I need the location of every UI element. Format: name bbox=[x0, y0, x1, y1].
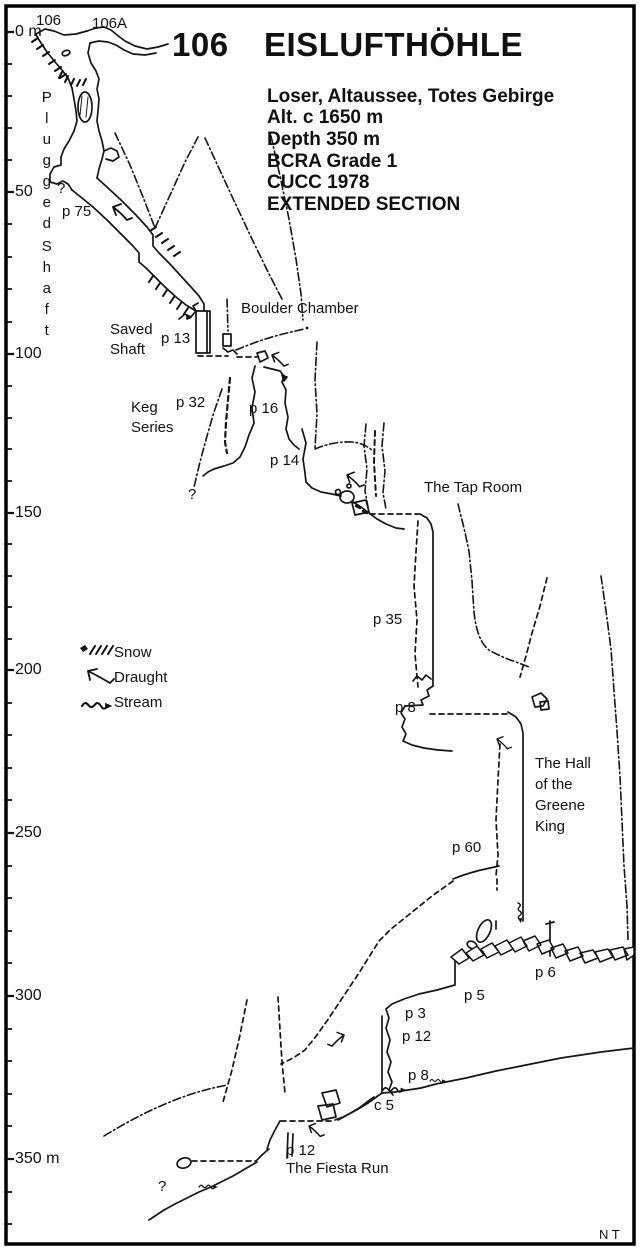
plugged-shaft-label-word2: Shaft bbox=[38, 238, 56, 343]
legend-symbols bbox=[80, 645, 114, 709]
info-location: Loser, Altaussee, Totes Gebirge bbox=[267, 86, 555, 107]
page-title-name: EISLUFTHÖHLE bbox=[264, 26, 523, 63]
hall-greene-king-label: The Hall of the Greene King bbox=[535, 755, 591, 835]
pitch-label-p5: p 5 bbox=[464, 987, 485, 1004]
draught-arrow-icon bbox=[309, 1124, 324, 1137]
climb-label-c5: c 5 bbox=[374, 1097, 395, 1114]
legend-label-stream: Stream bbox=[114, 694, 163, 711]
fiesta-run-label: The Fiesta Run bbox=[286, 1160, 389, 1177]
draught-arrow-icon bbox=[272, 352, 288, 366]
scale-200: 200 bbox=[15, 661, 42, 678]
info-section-type: EXTENDED SECTION bbox=[267, 194, 461, 215]
pitch-label-p60: p 60 bbox=[452, 839, 482, 856]
entrance-label-106: 106 bbox=[36, 12, 62, 29]
info-grade: BCRA Grade 1 bbox=[267, 151, 398, 172]
question-mark-lower: ? bbox=[158, 1178, 167, 1195]
scale-300: 300 bbox=[15, 987, 42, 1004]
scale-150: 150 bbox=[15, 504, 42, 521]
saved-shaft-label: Saved Shaft bbox=[110, 321, 153, 358]
pitch-lines bbox=[192, 356, 547, 1161]
scale-50: 50 bbox=[15, 183, 33, 200]
scale-100: 100 bbox=[15, 345, 42, 362]
stream-icon bbox=[516, 903, 523, 924]
page-title-number: 106 bbox=[172, 26, 229, 63]
stream-marks bbox=[199, 903, 523, 1189]
pitch-label-p75: p 75 bbox=[62, 203, 92, 220]
draught-legend-icon bbox=[88, 669, 114, 683]
keg-series-label: Keg Series bbox=[131, 399, 174, 436]
plugged-shaft-label-word1: Plugged bbox=[38, 89, 56, 236]
pitch-label-p13: p 13 bbox=[161, 330, 191, 347]
pitch-label-p8-upper: p 8 bbox=[395, 699, 416, 716]
surveyor-initials: N T bbox=[599, 1227, 620, 1242]
scale-250: 250 bbox=[15, 824, 42, 841]
pitch-label-p35: p 35 bbox=[373, 611, 403, 628]
question-mark-middle: ? bbox=[188, 486, 197, 503]
pitch-label-p32: p 32 bbox=[176, 394, 206, 411]
snow-legend-icon bbox=[80, 645, 113, 654]
stream-legend-icon bbox=[82, 703, 112, 709]
pitch-label-p3: p 3 bbox=[405, 1005, 426, 1022]
draught-arrow-icon bbox=[328, 1032, 344, 1046]
info-depth: Depth 350 m bbox=[267, 129, 380, 150]
scale-350m: 350 m bbox=[15, 1150, 60, 1167]
boulder-chamber-label: Boulder Chamber bbox=[241, 300, 359, 317]
pitch-label-p16: p 16 bbox=[249, 400, 279, 417]
question-mark-upper: ? bbox=[57, 180, 66, 197]
boulder-floor bbox=[451, 936, 634, 964]
info-club-year: CUCC 1978 bbox=[267, 172, 370, 193]
aven-lines bbox=[104, 133, 628, 1136]
legend-label-draught: Draught bbox=[114, 669, 168, 686]
snow-hatching bbox=[32, 38, 188, 314]
draught-arrow-icon bbox=[113, 204, 132, 220]
info-altitude: Alt. c 1650 m bbox=[267, 107, 384, 128]
tap-room-label: The Tap Room bbox=[424, 479, 523, 496]
pitch-label-p12-upper: p 12 bbox=[402, 1028, 432, 1045]
scale-0m: 0 m bbox=[15, 23, 42, 40]
pitch-label-p12-lower: p 12 bbox=[286, 1142, 316, 1159]
pitch-label-p6: p 6 bbox=[535, 964, 556, 981]
entrance-label-106a: 106A bbox=[92, 15, 128, 32]
pitch-label-p14: p 14 bbox=[270, 452, 300, 469]
pitch-label-p8-lower: p 8 bbox=[408, 1067, 429, 1084]
legend-label-snow: Snow bbox=[114, 644, 152, 661]
